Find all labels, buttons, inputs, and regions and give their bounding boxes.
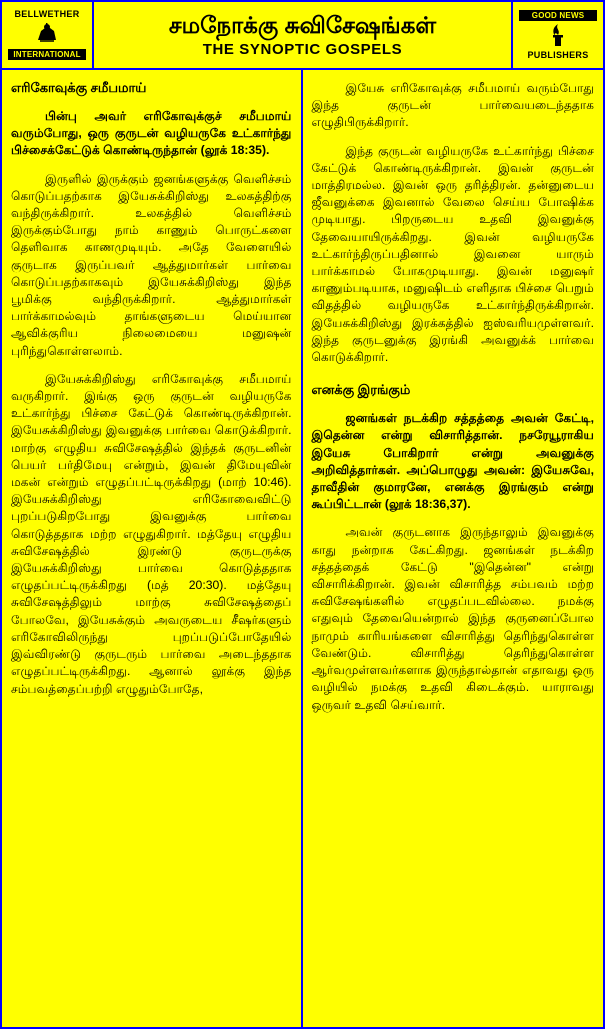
torch-emblem-icon	[545, 23, 571, 49]
left-paragraph-3: இயேசுக்கிறிஸ்து எரிகோவுக்கு சமீபமாய் வருகிறார். இங்கு ஒரு குருடன் வழியருகே உட்கார்ந்து பிச்சை கேட்டுக் கொண்டிருக்கிறான். இயேசுக்கிறிஸ்து இவனுக்கு பார்வை கொடுக்கிறார். மாற்கு எழுதிய சுவிசேஷத்தில் இந்தக் குருடனின் பெயர் பர்திமேயு என்றும், இவன் திமேயுவின் மகன் என்றும் எழுதப்பட்டிருக்கிறது (மாற் 10:46). இயேசுக்கிறிஸ்து எரிகோவைவிட்டு புறப்படுகிறபோது இவனுக்கு பார்வை கொடுத்ததாக மற்ற எழுதுகிறார். மத்தேயு எழுதிய சுவிசேஷத்தில் இரண்டு குருடருக்கு இயேசுக்கிறிஸ்து பார்வை கொடுத்ததாக எழுதப்பட்டிருக்கிறது (மத் 20:30). மத்தேயு சுவிசேஷத்திலும் மாற்கு சுவிசேஷத்தைப் போலவே, இயேசுக்கும் அவருடைய சீஷர்களும் எரிகோவிலிருந்து புறப்படுப்போதேயில் இவ்விரண்டு குருடரும் பார்வை அடைந்ததாக எழுதப்பட்டிருக்கிறது. ஆனால் லூக்கு இந்த சம்பவத்தைப்பற்றி எழுதும்போதே,	[11, 371, 292, 696]
left-paragraph-2: இருளில் இருக்கும் ஜனங்களுக்கு வெளிச்சம் கொடுப்பதற்காக இயேசுக்கிறிஸ்து உலகத்திற்கு வந்திருக்கிறார். உலகத்தில் வெளிச்சம் இருக்கும்போது நாம் காணும் பொருட்களை தெளிவாக காணமுடியும். அதே வேளையில் குருடாக இருப்பவர் ஆத்துமார்கள் பார்வை கொடுப்பதற்காகவும் இயேசுக்கிறிஸ்து இந்த பூமிக்கு வந்திருக்கிறார். ஆத்துமார்கள் பார்க்காமல்வும் தாங்களுடைய மெய்யான ஆவிக்குரிய நிலைமையை மனுஷன் புரிந்துகொள்ளலாம்.	[11, 171, 292, 358]
document-header	[2, 2, 603, 70]
right-column	[303, 70, 604, 1027]
left-column	[2, 70, 303, 1027]
left-paragraph-1: பின்பு அவர் எரிகோவுக்குச் சமீபமாய் வரும்போது, ஒரு குருடன் வழியருகே உட்கார்ந்து பிச்சைக்கேட்டுக் கொண்டிருந்தான் (லூக் 18:35).	[11, 109, 292, 158]
document-body	[2, 70, 603, 1027]
document-title-block	[94, 2, 511, 68]
lamb-emblem-icon	[34, 21, 60, 47]
right-paragraph-2: இந்த குருடன் வழியருகே உட்கார்ந்து பிச்சை கேட்டுக் கொண்டிருக்கிறான். இவன் குருடன் மாத்திரமல்ல. இவன் ஒரு தரித்திரன். தன்னுடைய ஜீவனுக்கை இவனால் வேலை செய்ய போஷிக்க முடியாது. பிறருடைய உதவி இவனுக்கு தேவையாயிருக்கிறது. இவன் வழியருகே உட்கார்ந்திருப்பதினால் இவனை யாரும் பார்க்காமல் போகமுடியாது. இவன் மனுஷர் காணும்படியாக, மனுஷிடம் எளிதாக பிச்சை பெறும் விதத்தில் வழியருகே உட்கார்ந்திருக்கிறான். இயேசுக்கிறிஸ்து இரக்கத்தில் ஐஸ்வரியமுள்ளவர். இந்த குருடனுக்கு இரங்கி அவனுக்க் பார்வை கொடுக்கிறார்.	[311, 143, 594, 365]
logo-right-line1: GOOD NEWS	[519, 10, 597, 21]
title-tamil: சமநோக்கு சுவிசேஷங்கள்	[168, 12, 437, 38]
publisher-logo-right	[511, 2, 603, 68]
logo-left-line1: BELLWETHER	[14, 9, 80, 19]
publisher-logo-left	[2, 2, 94, 68]
logo-right-line2: PUBLISHERS	[527, 50, 589, 60]
right-paragraph-1: இயேசு எரிகோவுக்கு சமீபமாய் வரும்போது இந்த குருடன் பார்வையடைந்ததாக எழுதிபிருக்கிறார்.	[311, 81, 594, 130]
logo-left-line2: INTERNATIONAL	[8, 49, 86, 60]
title-english: THE SYNOPTIC GOSPELS	[202, 41, 403, 58]
right-paragraph-3: ஜனங்கள் நடக்கிற சத்தத்தை அவன் கேட்டி, இதென்ன என்று விசாரித்தான். நசரேயூராகிய இயேசு போகிறார் என்று அவனுக்கு அறிவித்தார்கள். அப்பொழுது அவன்: இயேசுவே, தாவீதின் குமாரனே, எனக்கு இரங்கும் என்று கூப்பிட்டான் (லூக் 18:36,37).	[311, 411, 594, 512]
right-paragraph-4: அவன் குருடனாக இருந்தாலும் இவனுக்கு காது நன்றாக கேட்கிறது. ஜனங்கள் நடக்கிற சத்தத்தைக் கேட்டு "இதென்ன" என்று விசாரிக்கிறான். இவன் விசாரித்த சம்பவம் மற்ற சுவிசேஷங்களில் எழுதப்படவில்லை. நமக்கு எதுவும் தேவையென்றால் இந்த குருனைப்போல நாமும் காரியங்களை விசாரித்து தெரிந்துகொள்ள வேண்டும். விசாரித்து தெரிந்துகொள்ள ஆர்வமுள்ளவர்களாக இருந்தால்தான் எதாவது ஒரு வழியில் நமக்கு உதவி கிடைக்கும். யாராவது ஒருவர் உதவி செய்வார்.	[311, 525, 594, 712]
right-column-heading: எனக்கு இரங்கும்	[311, 382, 411, 398]
left-column-heading: எரிகோவுக்கு சமீபமாய்	[11, 80, 147, 95]
